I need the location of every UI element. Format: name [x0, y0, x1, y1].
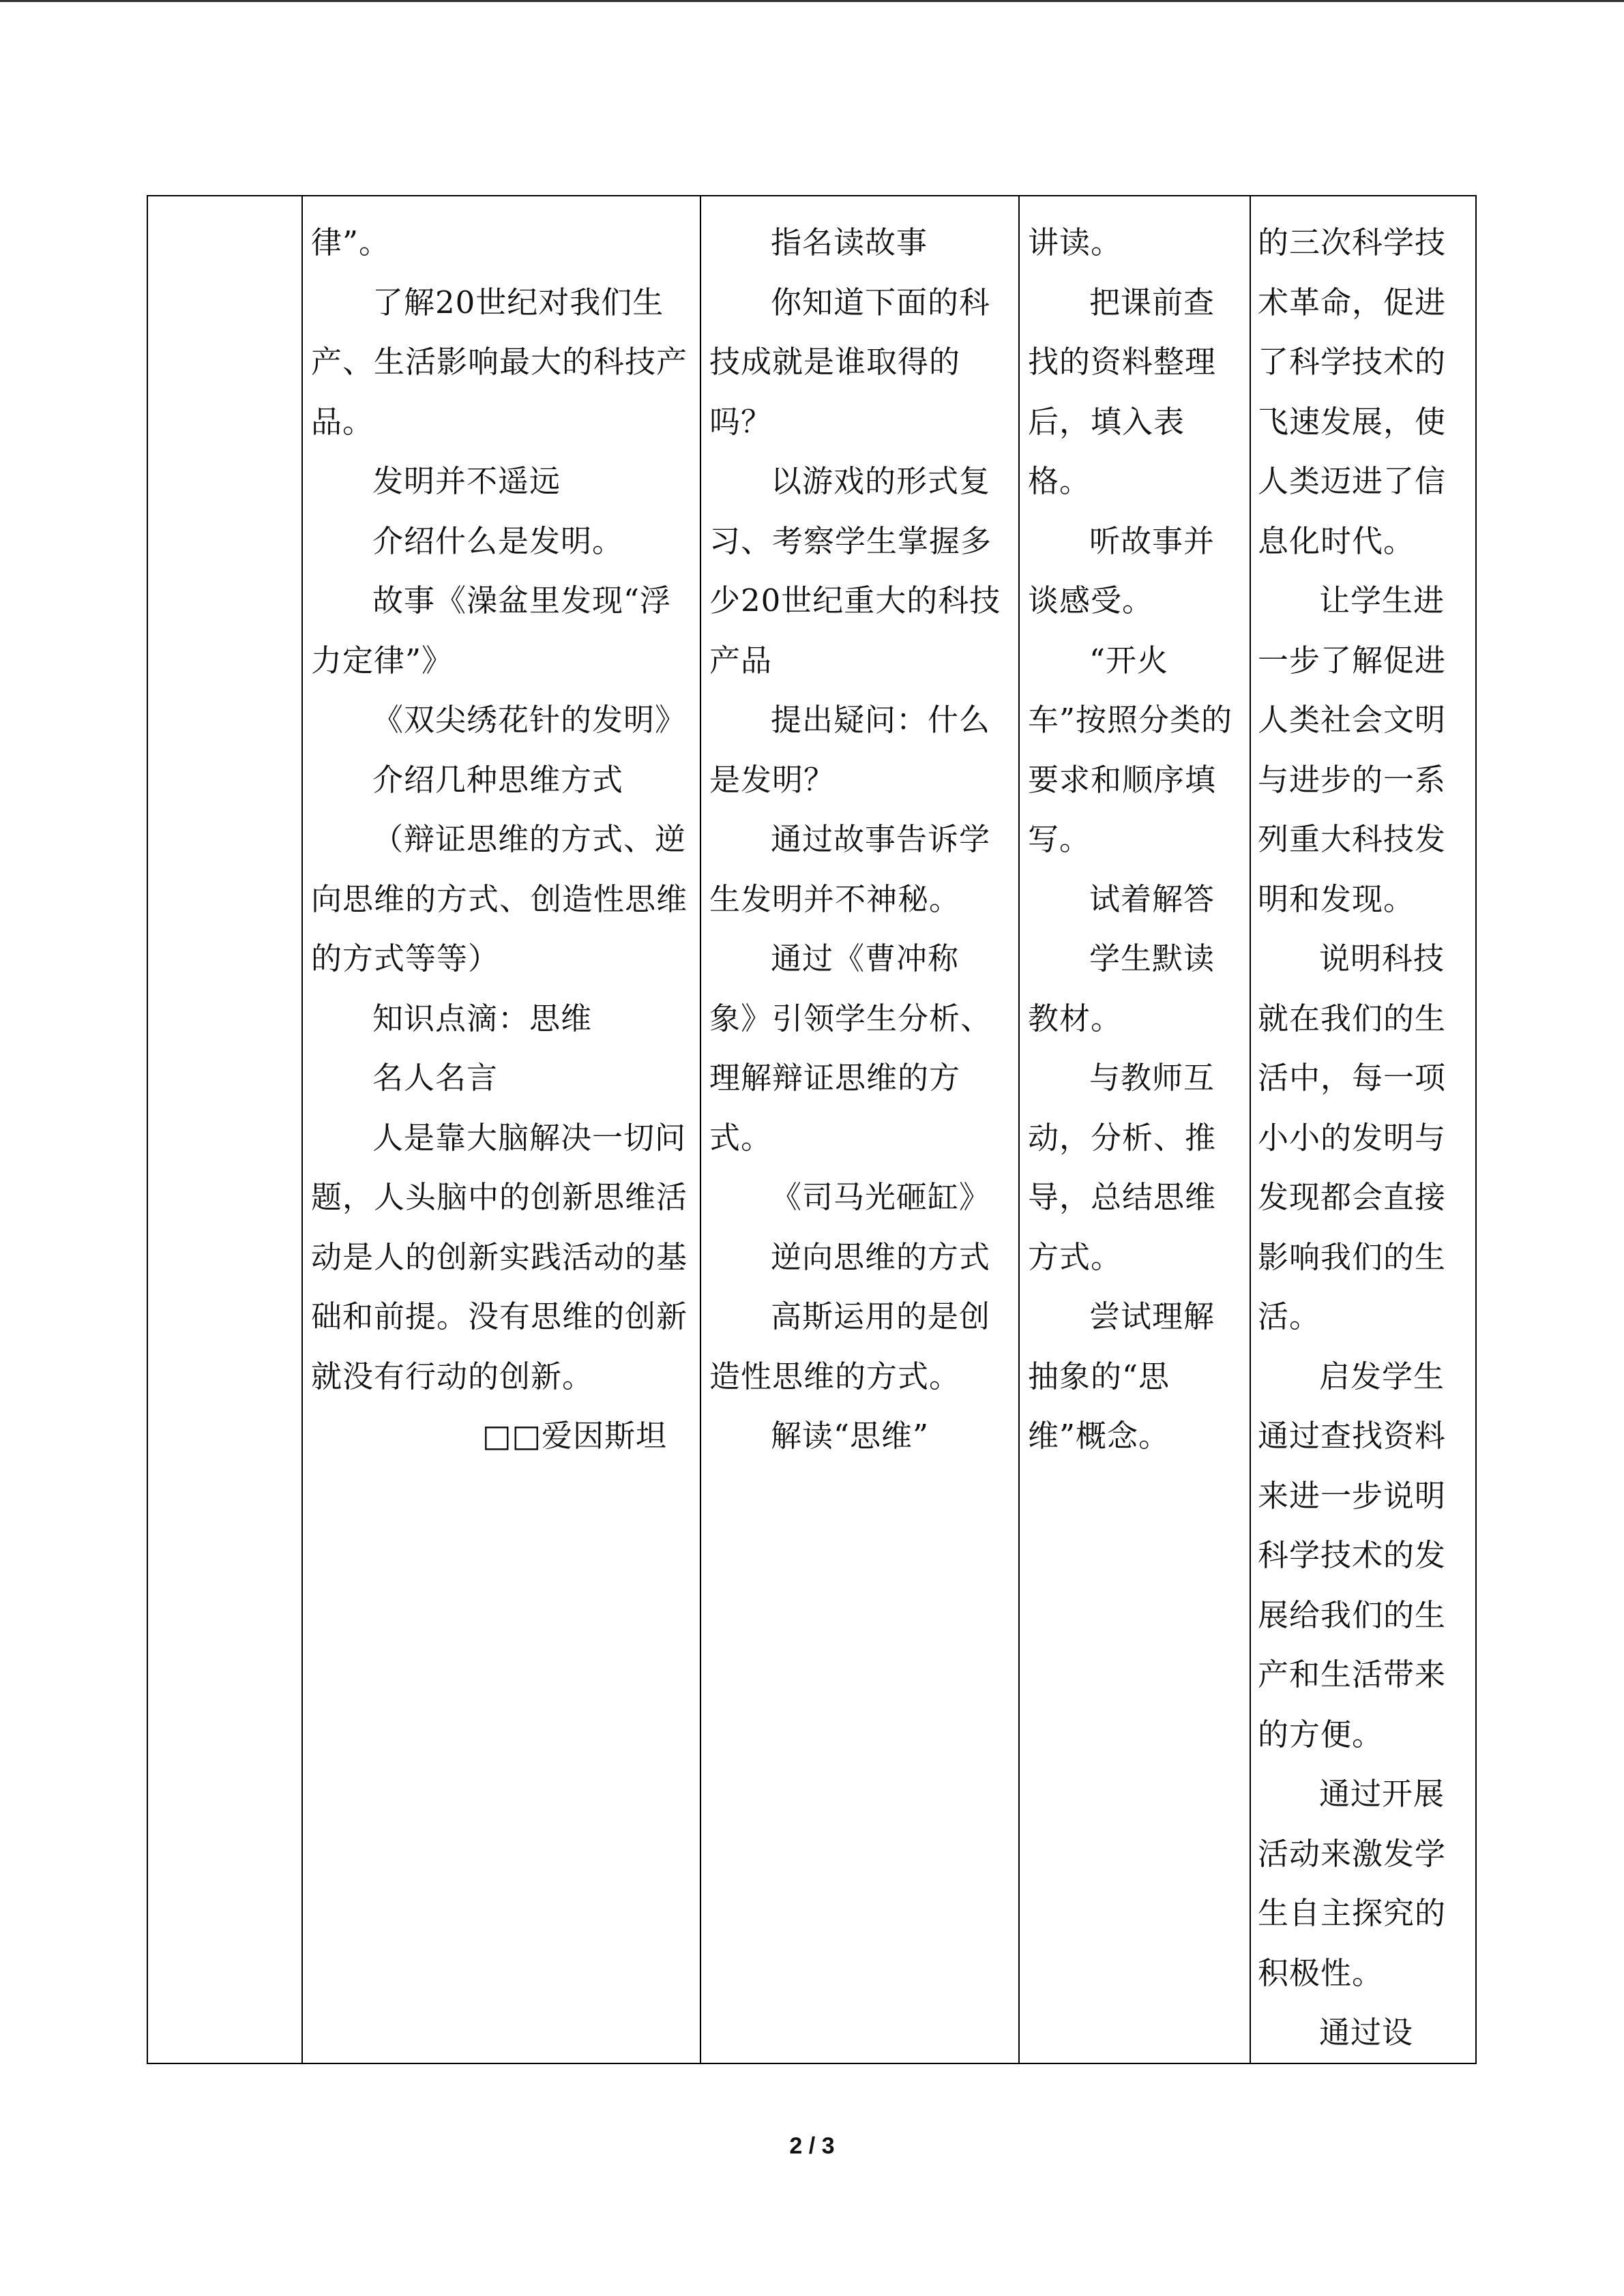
table-cell-teacher-activity: [700, 196, 1019, 2063]
cell-paragraph: （辩证思维的方式、逆向思维的方式、创造性思维的方式等等）: [311, 821, 688, 976]
table-cell-design-intent: [1250, 196, 1476, 2063]
table-cell-stage: [147, 196, 302, 2063]
cell-content: [1020, 213, 1250, 1466]
page-top-edge: [0, 0, 1624, 2]
cell-paragraph: 发明并不遥远: [372, 463, 561, 499]
cell-paragraph: 人是靠大脑解决一切问题，人头脑中的创新思维活动是人的创新实践活动的基础和前提。没有思维的创新就没有行动的创新。: [311, 1119, 688, 1395]
cell-paragraph: 的三次科学技术革命，促进了科学技术的飞速发展，使人类迈进了信息化时代。: [1258, 224, 1447, 559]
cell-paragraph: 指名读故事: [771, 224, 928, 260]
page-number: 2 / 3: [789, 2133, 835, 2159]
cell-paragraph: 高斯运用的是创造性思维的方式。: [709, 1298, 991, 1395]
table-row: [147, 196, 1476, 2063]
cell-paragraph: 知识点滴：思维: [372, 1000, 593, 1037]
cell-paragraph: 把课前查找的资料整理后，填入表格。: [1028, 284, 1217, 499]
cell-paragraph: 介绍什么是发明。: [372, 522, 624, 559]
table-cell-teaching-content: [302, 196, 700, 2063]
cell-paragraph: 解读“思维”: [771, 1418, 930, 1454]
cell-paragraph: 启发学生通过查找资料来进一步说明科学技术的发展给我们的生产和生活带来的方便。: [1258, 1358, 1447, 1753]
cell-paragraph: 讲读。: [1028, 224, 1123, 260]
cell-paragraph: 试着解答: [1089, 880, 1215, 917]
cell-paragraph: 听故事并谈感受。: [1028, 522, 1215, 618]
cell-paragraph: 你知道下面的科技成就是谁取得的吗？: [709, 284, 991, 440]
cell-paragraph: 说明科技就在我们的生活中，每一项小小的发明与发现都会直接影响我们的生活。: [1258, 940, 1447, 1335]
cell-paragraph: 通过《曹冲称象》引领学生分析、理解辩证思维的方式。: [709, 940, 992, 1156]
cell-paragraph: 《司马光砸缸》: [771, 1179, 991, 1215]
cell-paragraph: 通过设: [1319, 2014, 1414, 2051]
cell-paragraph: 名人名言: [372, 1060, 499, 1096]
cell-paragraph: 律”。: [311, 224, 391, 260]
cell-paragraph: 介绍几种思维方式: [372, 761, 624, 798]
cell-paragraph: 通过开展活动来激发学生自主探究的积极性。: [1258, 1776, 1447, 1991]
cell-paragraph: 让学生进一步了解促进人类社会文明与进步的一系列重大科技发明和发现。: [1258, 582, 1447, 917]
cell-paragraph: 逆向思维的方式: [771, 1238, 991, 1275]
cell-paragraph: 学生默读教材。: [1028, 940, 1215, 1037]
cell-paragraph: 了解20世纪对我们生产、生活影响最大的科技产品。: [311, 284, 688, 440]
cell-paragraph: □□爱因斯坦: [482, 1418, 667, 1454]
cell-paragraph: “开火车”按照分类的要求和顺序填写。: [1028, 642, 1233, 857]
cell-paragraph: 《双尖绣花针的发明》: [372, 702, 687, 738]
cell-paragraph: 以游戏的形式复习、考察学生掌握多少20世纪重大的科技产品: [709, 463, 1001, 679]
cell-paragraph: 故事《澡盆里发现“浮力定律”》: [311, 582, 672, 679]
cell-paragraph: 与教师互动，分析、推导，总结思维方式。: [1028, 1060, 1217, 1275]
table-cell-student-activity: [1019, 196, 1250, 2063]
cell-paragraph: 尝试理解抽象的“思维”概念。: [1028, 1298, 1215, 1454]
cell-content: [701, 213, 1018, 1466]
cell-content: [303, 213, 700, 1466]
cell-paragraph: 提出疑问：什么是发明？: [709, 702, 991, 798]
lesson-plan-table: [147, 195, 1477, 2064]
cell-paragraph: 通过故事告诉学生发明并不神秘。: [709, 821, 991, 917]
cell-content: [1251, 213, 1475, 2063]
